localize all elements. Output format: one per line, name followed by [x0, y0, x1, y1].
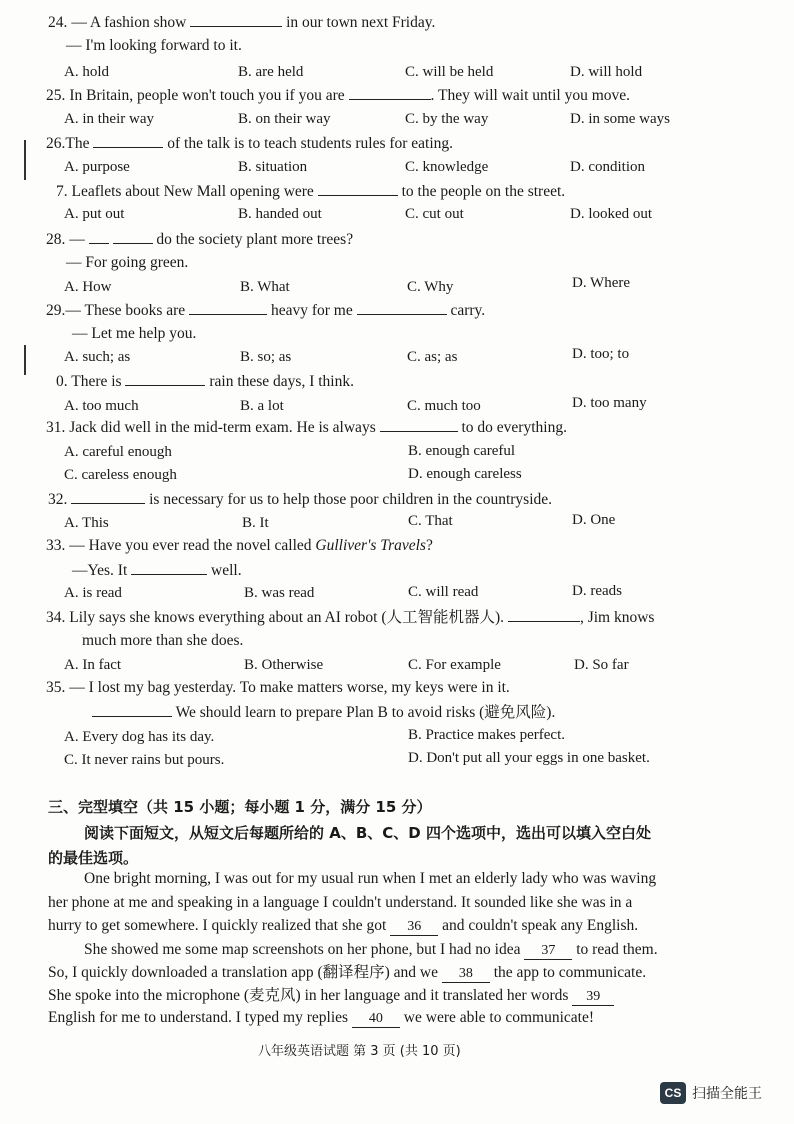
option[interactable]: B. enough careful — [408, 443, 516, 459]
option[interactable]: C. as; as — [407, 349, 458, 365]
question-28-reply: — For going green. — [66, 254, 189, 271]
option[interactable]: B. so; as — [240, 349, 292, 365]
option[interactable]: C. cut out — [405, 206, 464, 222]
option[interactable]: A. too much — [64, 398, 139, 414]
question-28: 28. — do the society plant more trees? — [46, 231, 354, 248]
option[interactable]: C. knowledge — [405, 159, 489, 175]
blank-37[interactable]: 37 — [524, 943, 572, 960]
option[interactable]: D. reads — [572, 583, 622, 599]
question-24: 24. — A fashion show in our town next Friday. — [48, 14, 436, 31]
passage-line: her phone at me and speaking in a language I couldn't understand. It sounded like she was in a — [48, 894, 633, 911]
option[interactable]: B. handed out — [238, 206, 322, 222]
passage-line: hurry to get somewhere. I quickly realized that she got 36 and couldn't speak any English. — [48, 917, 639, 934]
option[interactable]: D. in some ways — [570, 111, 670, 127]
scanner-logo — [660, 1082, 762, 1104]
blank-36[interactable]: 36 — [390, 919, 438, 936]
blank-40[interactable]: 40 — [352, 1011, 400, 1028]
passage-line: So, I quickly downloaded a translation app (翻译程序) and we 38 the app to communicate. — [48, 964, 647, 981]
option[interactable]: A. Every dog has its day. — [64, 729, 215, 745]
question-33: 33. — Have you ever read the novel called Gulliver's Travels? — [46, 537, 433, 554]
passage-line: She spoke into the microphone (麦克风) in her language and it translated her words 39 — [48, 986, 614, 1006]
option[interactable]: A. hold — [64, 64, 109, 80]
margin-mark — [24, 345, 26, 375]
question-32: 32. is necessary for us to help those poor children in the countryside. — [48, 491, 553, 508]
passage-line: She showed me some map screenshots on her phone, but I had no idea 37 to read them. — [84, 941, 658, 958]
option[interactable]: D. So far — [574, 657, 629, 673]
question-31: 31. Jack did well in the mid-term exam. He is always to do everything. — [46, 419, 567, 436]
cs-logo-icon: CS — [660, 1082, 686, 1104]
question-26: 26.The of the talk is to teach students rules for eating. — [46, 135, 454, 152]
option[interactable]: D. will hold — [570, 64, 643, 80]
blank-39[interactable]: 39 — [572, 989, 614, 1006]
option[interactable]: A. How — [64, 279, 112, 295]
question-35-cont: We should learn to prepare Plan B to avoid risks (避免风险). — [92, 702, 555, 723]
option[interactable]: B. It — [242, 515, 269, 531]
section-heading: 三、完型填空（共 15 小题；每小题 1 分，满分 15 分） — [48, 798, 432, 816]
option[interactable]: D. looked out — [570, 206, 653, 222]
option[interactable]: D. Don't put all your eggs in one basket. — [408, 750, 650, 766]
option[interactable]: D. condition — [570, 159, 645, 175]
option[interactable]: A. is read — [64, 585, 122, 601]
option[interactable]: A. In fact — [64, 657, 122, 673]
option[interactable]: C. For example — [408, 657, 501, 673]
blank-38[interactable]: 38 — [442, 966, 490, 983]
question-25: 25. In Britain, people won't touch you if you are . They will wait until you move. — [46, 87, 631, 104]
question-29: 29.— These books are heavy for me carry. — [46, 302, 486, 319]
margin-mark — [24, 140, 26, 180]
option[interactable]: A. such; as — [64, 349, 131, 365]
option[interactable]: D. One — [572, 512, 616, 528]
section-instruction: 阅读下面短文，从短文后每题所给的 A、B、C、D 四个选项中，选出可以填入空白处 — [84, 824, 651, 842]
option[interactable]: C. much too — [407, 398, 481, 414]
passage-line: One bright morning, I was out for my usual run when I met an elderly lady who was waving — [84, 870, 657, 887]
question-30: 0. There is rain these days, I think. — [56, 373, 354, 390]
option[interactable]: D. too many — [572, 395, 647, 411]
question-34: 34. Lily says she knows everything about an AI robot (人工智能机器人). , Jim knows — [46, 609, 655, 626]
option[interactable]: C. will read — [408, 584, 479, 600]
option[interactable]: A. in their way — [64, 111, 154, 127]
question-27: 7. Leaflets about New Mall opening were to the people on the street. — [56, 183, 566, 200]
question-35: 35. — I lost my bag yesterday. To make matters worse, my keys were in it. — [46, 679, 510, 696]
option[interactable]: A. purpose — [64, 159, 130, 175]
option[interactable]: C. careless enough — [64, 467, 177, 483]
option[interactable]: B. on their way — [238, 111, 331, 127]
option[interactable]: C. That — [408, 513, 453, 529]
option[interactable]: B. are held — [238, 64, 304, 80]
question-24-reply: — I'm looking forward to it. — [66, 37, 242, 54]
question-34-cont: much more than she does. — [82, 632, 244, 649]
option[interactable]: D. too; to — [572, 346, 630, 362]
option[interactable]: C. will be held — [405, 64, 494, 80]
option[interactable]: D. enough careless — [408, 466, 522, 482]
question-29-reply: — Let me help you. — [72, 325, 197, 342]
option[interactable]: B. Practice makes perfect. — [408, 727, 566, 743]
option[interactable]: C. by the way — [405, 111, 489, 127]
option[interactable]: C. It never rains but pours. — [64, 752, 225, 768]
logo-text: 扫描全能王 — [692, 1086, 762, 1102]
option[interactable]: A. This — [64, 515, 109, 531]
option[interactable]: A. careful enough — [64, 444, 172, 460]
page-footer: 八年级英语试题 第 3 页 (共 10 页) — [258, 1044, 461, 1059]
option[interactable]: C. Why — [407, 279, 454, 295]
option[interactable]: B. was read — [244, 585, 315, 601]
passage-line: English for me to understand. I typed my replies 40 we were able to communicate! — [48, 1009, 595, 1026]
section-instruction: 的最佳选项。 — [48, 849, 139, 867]
option[interactable]: B. situation — [238, 159, 308, 175]
option[interactable]: A. put out — [64, 206, 125, 222]
option[interactable]: B. a lot — [240, 398, 284, 414]
option[interactable]: B. What — [240, 279, 290, 295]
option[interactable]: D. Where — [572, 275, 631, 291]
option[interactable]: B. Otherwise — [244, 657, 324, 673]
question-33-reply: —Yes. It well. — [72, 562, 242, 579]
